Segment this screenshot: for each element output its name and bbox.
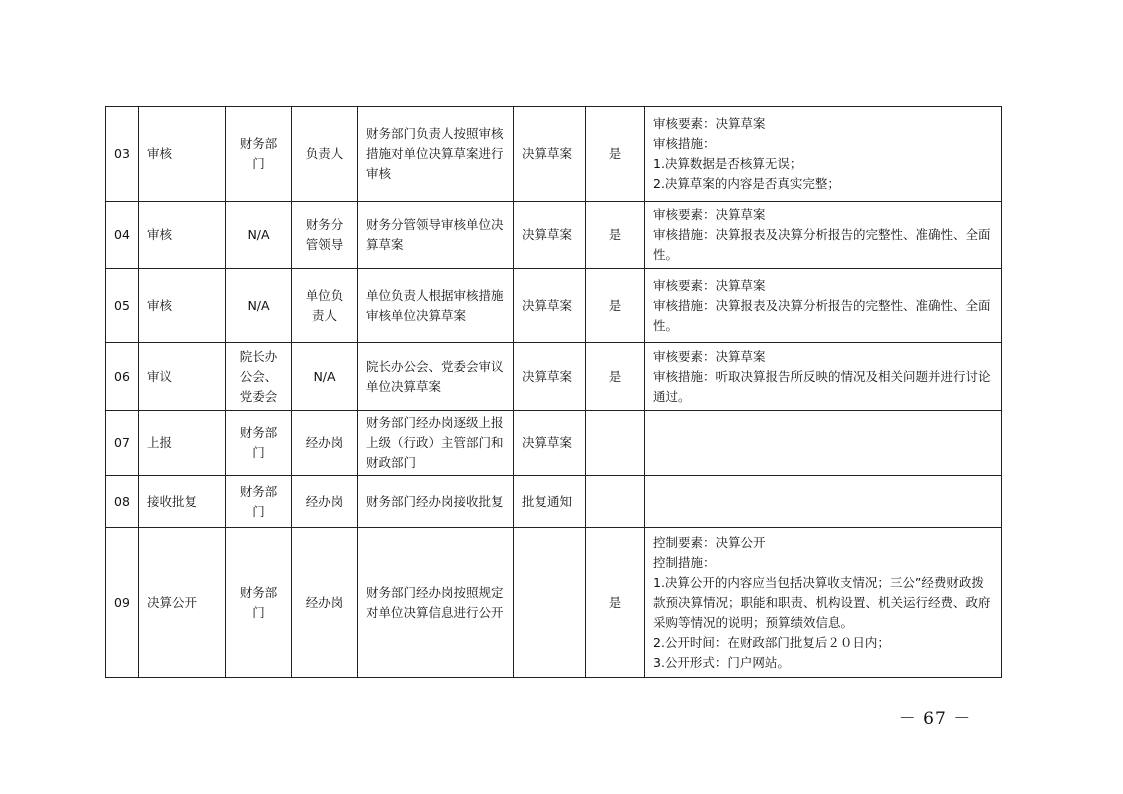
process-control-table xyxy=(105,106,1002,678)
responsible-department-cell: 财务部门 xyxy=(226,411,292,476)
responsible-role-cell: N/A xyxy=(292,343,358,411)
step-description-cell: 财务分管领导审核单位决算草案 xyxy=(358,202,514,269)
key-control-flag-cell: 是 xyxy=(586,343,645,411)
step-name-cell: 审核 xyxy=(139,202,226,269)
responsible-department-cell: 财务部门 xyxy=(226,528,292,678)
control-measure-line: 1.决算公开的内容应当包括决算收支情况；三公”经费财政拨款预决算情况；职能和职责、机构设置、机关运行经费、政府采购等情况的说明；预算绩效信息。 xyxy=(653,574,991,630)
control-measure-line: 控制措施： xyxy=(653,554,716,570)
key-control-flag-cell: 是 xyxy=(586,202,645,269)
table-row xyxy=(106,411,1002,476)
table-row xyxy=(106,343,1002,411)
control-measure-line: 审核要素：决算草案 xyxy=(653,348,766,364)
step-number-cell: 08 xyxy=(106,476,139,528)
step-description-cell: 财务部门经办岗逐级上报上级（行政）主管部门和财政部门 xyxy=(358,411,514,476)
control-measures-cell xyxy=(645,343,1002,411)
control-measure-line: 审核要素：决算草案 xyxy=(653,207,766,222)
step-number-cell: 09 xyxy=(106,528,139,678)
control-measure-line: 审核要素：决算草案 xyxy=(653,116,766,131)
control-measure-line: 3.公开形式：门户网站。 xyxy=(653,654,790,670)
step-description-cell: 单位负责人根据审核措施审核单位决算草案 xyxy=(358,269,514,343)
control-measure-line: 控制要素：决算公开 xyxy=(653,534,766,550)
step-name-cell: 审核 xyxy=(139,269,226,343)
responsible-department-cell: 财务部门 xyxy=(226,476,292,528)
responsible-department-cell: N/A xyxy=(226,269,292,343)
table-row xyxy=(106,476,1002,528)
table-row xyxy=(106,269,1002,343)
key-control-flag-cell xyxy=(586,476,645,528)
related-document-cell xyxy=(514,528,586,678)
key-control-flag-cell: 是 xyxy=(586,269,645,343)
step-name-cell: 审议 xyxy=(139,343,226,411)
control-measures-cell xyxy=(645,107,1002,202)
responsible-role-cell: 经办岗 xyxy=(292,476,358,528)
control-measures-cell xyxy=(645,269,1002,343)
related-document-cell: 决算草案 xyxy=(514,202,586,269)
step-name-cell: 决算公开 xyxy=(139,528,226,678)
page-number: － 67 － xyxy=(898,709,972,729)
step-number-cell: 07 xyxy=(106,411,139,476)
step-name-cell: 上报 xyxy=(139,411,226,476)
table-row xyxy=(106,107,1002,202)
control-measures-cell xyxy=(645,476,1002,528)
control-measure-line: 审核要素：决算草案 xyxy=(653,277,766,293)
step-name-cell: 接收批复 xyxy=(139,476,226,528)
control-measures-cell xyxy=(645,202,1002,269)
control-measure-line: 2.决算草案的内容是否真实完整； xyxy=(653,176,840,191)
step-name-cell: 审核 xyxy=(139,107,226,202)
step-number-cell: 03 xyxy=(106,107,139,202)
responsible-role-cell: 负责人 xyxy=(292,107,358,202)
step-number-cell: 06 xyxy=(106,343,139,411)
responsible-department-cell: N/A xyxy=(226,202,292,269)
step-description-cell: 院长办公会、党委会审议单位决算草案 xyxy=(358,343,514,411)
related-document-cell: 决算草案 xyxy=(514,343,586,411)
responsible-department-cell: 院长办公会、党委会 xyxy=(226,343,292,411)
control-measures-cell xyxy=(645,411,1002,476)
related-document-cell: 决算草案 xyxy=(514,107,586,202)
responsible-department-cell: 财务部门 xyxy=(226,107,292,202)
related-document-cell: 批复通知 xyxy=(514,476,586,528)
control-measure-line: 审核措施：决算报表及决算分析报告的完整性、准确性、全面性。 xyxy=(653,297,991,333)
responsible-role-cell: 单位负责人 xyxy=(292,269,358,343)
key-control-flag-cell: 是 xyxy=(586,528,645,678)
control-measures-cell xyxy=(645,528,1002,678)
control-measure-line: 2.公开时间：在财政部门批复后２０日内； xyxy=(653,634,890,650)
table-row xyxy=(106,202,1002,269)
related-document-cell: 决算草案 xyxy=(514,269,586,343)
step-description-cell: 财务部门经办岗按照规定对单位决算信息进行公开 xyxy=(358,528,514,678)
control-measure-line: 审核措施： xyxy=(653,136,716,151)
related-document-cell: 决算草案 xyxy=(514,411,586,476)
key-control-flag-cell xyxy=(586,411,645,476)
responsible-role-cell: 财务分管领导 xyxy=(292,202,358,269)
step-description-cell: 财务部门负责人按照审核措施对单位决算草案进行审核 xyxy=(358,107,514,202)
control-measure-line: 审核措施：听取决算报告所反映的情况及相关问题并进行讨论通过。 xyxy=(653,368,991,404)
step-description-cell: 财务部门经办岗接收批复 xyxy=(358,476,514,528)
key-control-flag-cell: 是 xyxy=(586,107,645,202)
step-number-cell: 04 xyxy=(106,202,139,269)
table-row xyxy=(106,528,1002,678)
control-measure-line: 审核措施：决算报表及决算分析报告的完整性、准确性、全面性。 xyxy=(653,227,991,262)
control-measure-line: 1.决算数据是否核算无误； xyxy=(653,156,803,171)
step-number-cell: 05 xyxy=(106,269,139,343)
responsible-role-cell: 经办岗 xyxy=(292,411,358,476)
table-body xyxy=(106,107,1002,678)
responsible-role-cell: 经办岗 xyxy=(292,528,358,678)
